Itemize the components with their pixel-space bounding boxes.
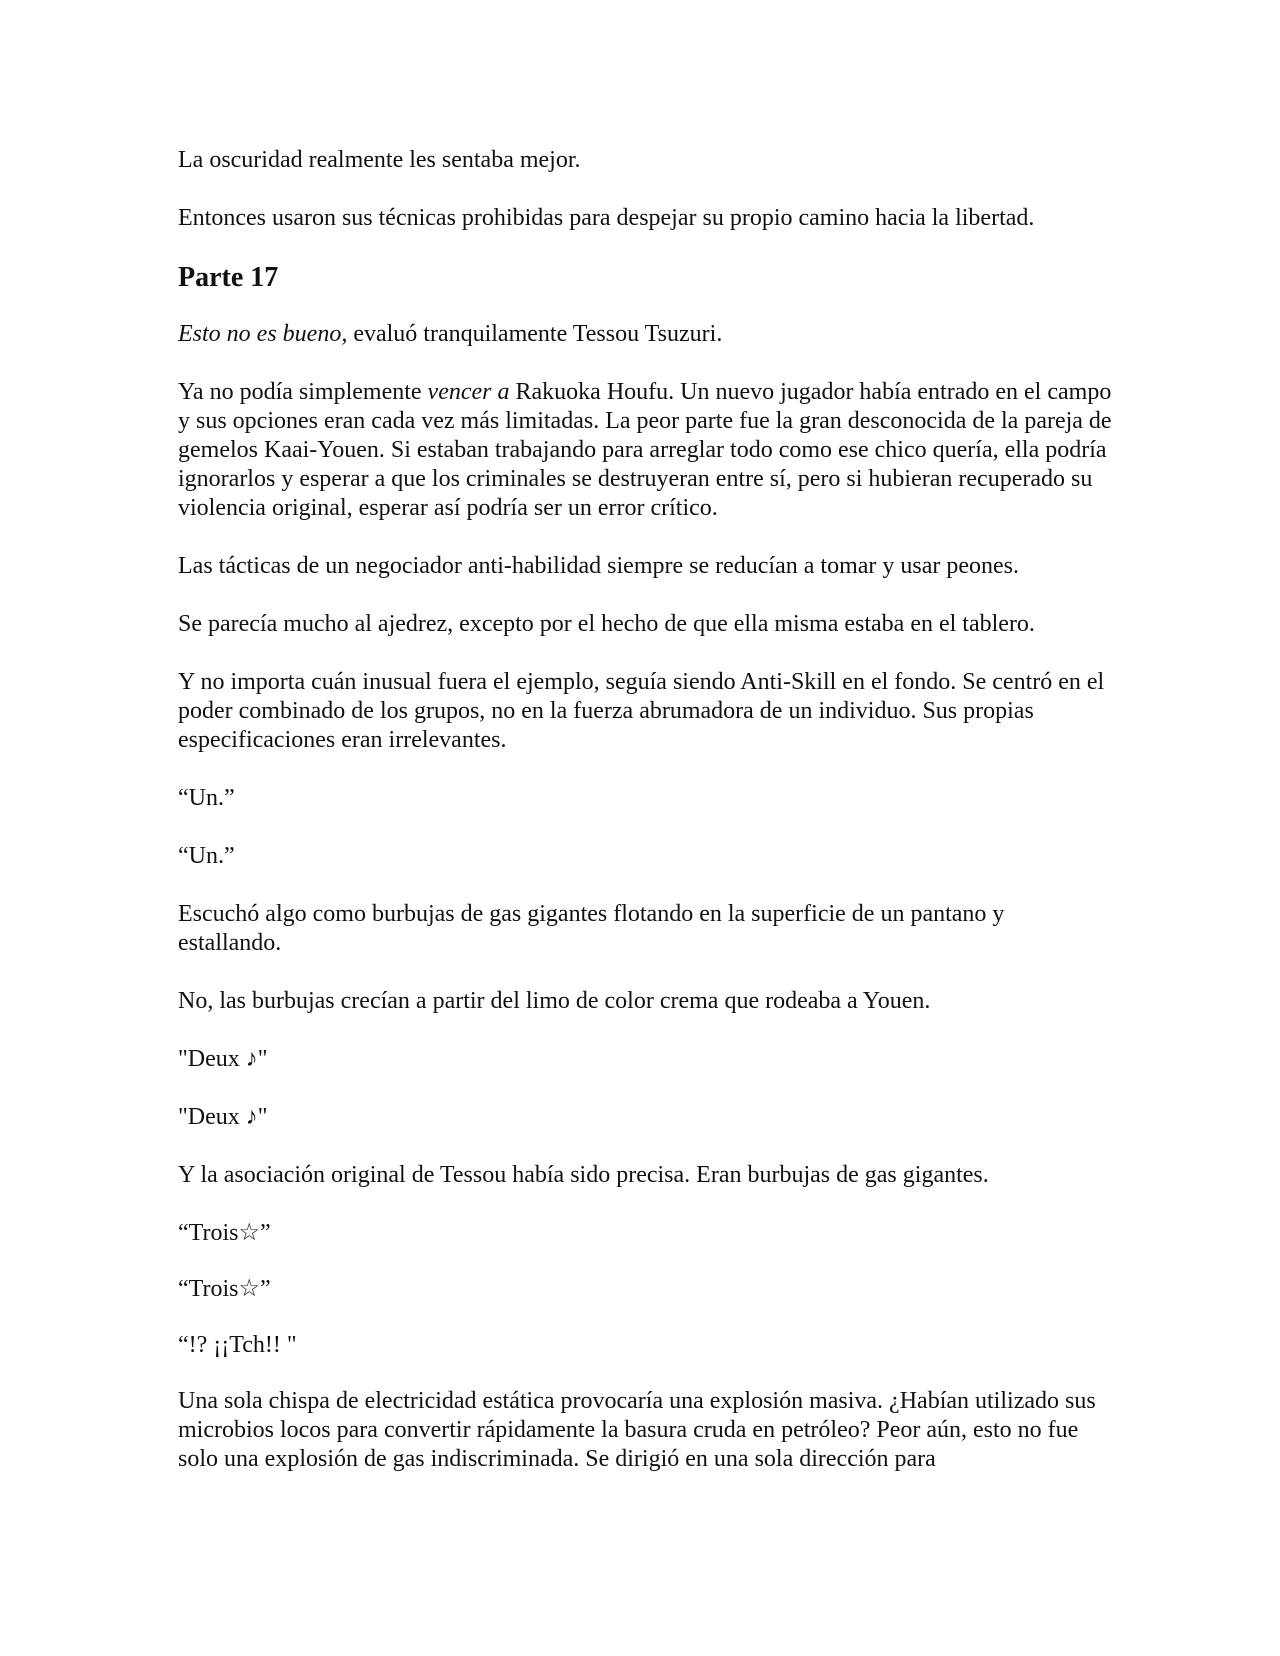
dialogue-line: “!? ¡¡Tch!! " [178,1332,297,1358]
paragraph: Escuchó algo como burbujas de gas gigantes flotando en la superficie de un pantano y estallando. [178,901,1005,956]
paragraph: Y la asociación original de Tessou había sido precisa. Eran burbujas de gas gigantes. [178,1162,989,1188]
italic-thought: Esto no es bueno, [178,321,348,347]
dialogue-line: "Deux ♪" [178,1046,268,1072]
paragraph: Una sola chispa de electricidad estática provocaría una explosión masiva. ¿Habían utilizado sus microbios locos para convertir rápidamente la basura cruda en petróleo? Peor aún, esto no fue solo una explosión de gas indiscriminada. Se dirigió en una sola dirección para [178,1388,1096,1472]
document-page [178,146,1113,1503]
paragraph [178,378,1113,523]
paragraph: Se parecía mucho al ajedrez, excepto por el hecho de que ella misma estaba en el tablero. [178,611,1035,637]
section-heading: Parte 17 [178,262,279,293]
paragraph-text: Rakuoka Houfu. Un nuevo jugador había entrado en el campo y sus opciones eran cada vez más limitadas. La peor parte fue la gran desconocida de la pareja de gemelos Kaai-Youen. Si estaban trabajando para arreglar todo como ese chico quería, ella podría ignorarlos y esperar a que los criminales se destruyeran entre sí, pero si hubieran recuperado su violencia original, esperar así podría ser un error crítico. [178,379,1112,521]
paragraph: Entonces usaron sus técnicas prohibidas para despejar su propio camino hacia la libertad. [178,205,1035,231]
dialogue-line: "Deux ♪" [178,1104,268,1130]
paragraph [178,320,1113,349]
paragraph: No, las burbujas crecían a partir del limo de color crema que rodeaba a Youen. [178,988,931,1014]
dialogue-line: “Un.” [178,785,235,811]
italic-emphasis: vencer a [427,379,510,405]
paragraph: Las tácticas de un negociador anti-habilidad siempre se reducían a tomar y usar peones. [178,553,1020,579]
dialogue-line: “Un.” [178,843,235,869]
dialogue-line: “Trois☆” [178,1220,271,1246]
paragraph: La oscuridad realmente les sentaba mejor. [178,147,581,173]
paragraph-text: Ya no podía simplemente [178,379,428,405]
paragraph: Y no importa cuán inusual fuera el ejemplo, seguía siendo Anti-Skill en el fondo. Se centró en el poder combinado de los grupos, no en la fuerza abrumadora de un individuo. Sus propias especificaciones eran irrelevantes. [178,669,1105,753]
paragraph-text: evaluó tranquilamente Tessou Tsuzuri. [347,321,723,347]
dialogue-line: “Trois☆” [178,1276,271,1302]
